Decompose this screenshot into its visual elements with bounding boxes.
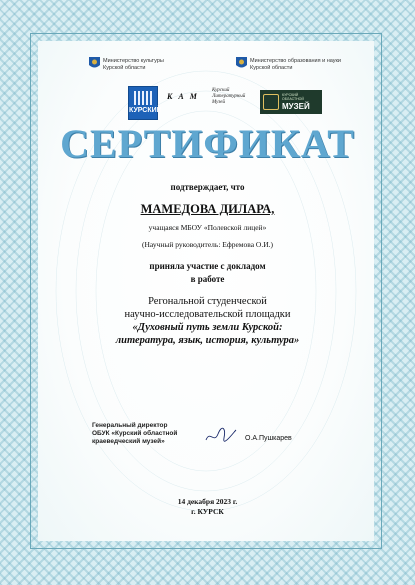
ministry-culture <box>103 58 164 72</box>
literary-museum-line3: Музей <box>212 100 225 105</box>
event-line3: «Духовный путь земли Курской: <box>132 322 283 333</box>
ministry-culture-line1: Министерство культуры <box>103 58 164 64</box>
participation-text <box>0 260 415 286</box>
handwritten-signature <box>204 426 238 446</box>
student-info: учащаяся МБОУ «Полевской лицей» <box>148 223 267 232</box>
event-line1: Регональной студенческой <box>148 296 267 307</box>
regional-museum-logo <box>260 90 322 114</box>
museum-logo-small-text <box>282 93 304 101</box>
museum-small-line2: ОБЛАСТНОЙ <box>282 97 304 101</box>
signer-name: О.А.Пушкарев <box>245 435 292 442</box>
crest-icon <box>236 57 247 70</box>
museum-logo-big-text: МУЗЕЙ <box>282 102 310 111</box>
event-name <box>0 295 415 321</box>
ministry-education <box>250 58 341 72</box>
ministry-education-line1: Министерство образования и науки <box>250 58 341 64</box>
ministry-education-line2: Курской области <box>250 65 293 71</box>
museum-small-line1: КУРСКИЙ <box>282 93 299 97</box>
participation-line2: в работе <box>190 274 225 284</box>
literary-museum-line1: Курский <box>212 88 230 93</box>
museum-emblem-icon <box>263 94 279 110</box>
kursk-logo-label: КУРСКИЙ <box>129 107 162 114</box>
city-line: г. КУРСК <box>191 507 224 516</box>
kam-logo <box>167 92 199 101</box>
supervisor-info: (Научный руководитель: Ефремова О.И.) <box>141 240 274 249</box>
director-line1: Генеральный директор <box>92 422 168 429</box>
certificate-title: СЕРТИФИКАТ <box>60 121 355 166</box>
kam-letters: К А М <box>167 92 199 101</box>
event-theme <box>0 321 415 347</box>
certificate-body <box>38 41 374 541</box>
director-title <box>92 422 177 446</box>
confirms-text: подтверждает, что <box>170 182 245 192</box>
director-line3: краеведческий музей» <box>92 438 165 445</box>
recipient-name: МАМЕДОВА ДИЛАРА, <box>140 202 275 216</box>
event-line2: научно-исследовательской площадки <box>124 309 291 320</box>
literary-museum-line2: Литературный <box>212 94 246 99</box>
director-line2: ОБУК «Курский областной <box>92 430 178 437</box>
crest-icon <box>89 57 100 70</box>
ministry-culture-line2: Курской области <box>103 65 146 71</box>
event-line4: литература, язык, история, культура» <box>115 335 300 346</box>
participation-line1: приняла участие с докладом <box>149 261 266 271</box>
literary-museum-logo <box>212 88 254 116</box>
building-icon <box>134 91 152 105</box>
issue-date <box>0 497 415 517</box>
kursk-logo <box>128 86 162 120</box>
date-line: 14 декабря 2023 г. <box>177 497 238 506</box>
